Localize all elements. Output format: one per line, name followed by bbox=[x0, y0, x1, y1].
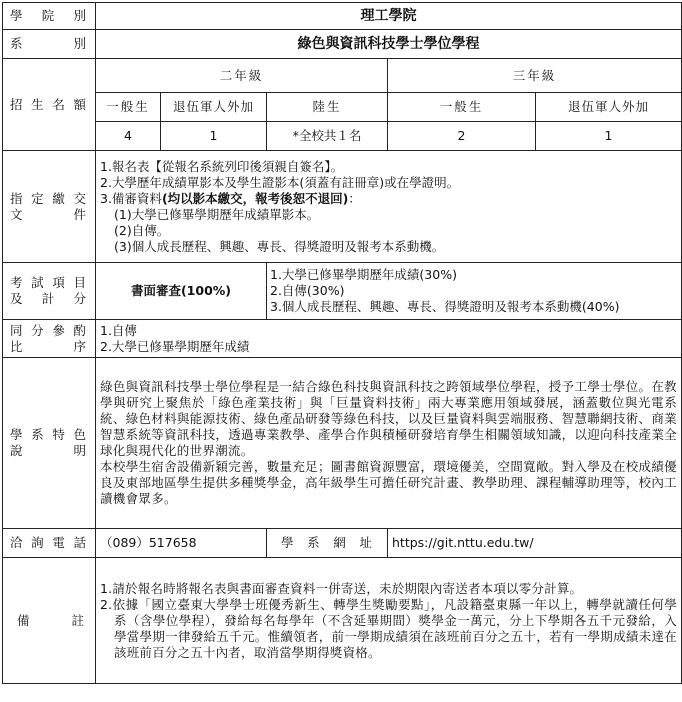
features-row bbox=[3, 358, 682, 529]
exam-items bbox=[267, 263, 682, 320]
department-label: 系別 bbox=[3, 30, 96, 59]
remarks-item: 2.依據「國立臺東大學學士班優秀新生、轉學生獎勵要點」，凡設籍臺東縣一年以上，轉學就讀任何學系（含學位學程），發給每名每學年（不含延畢期間）獎學金一萬元，分上下學期各五千元發給，入學當學期一律發給五千元。惟續領者，前一學期成績須在該班前百分之五十，若有一學期成績未達在該班前百分之五十內者，取消當學期得獎資格。 bbox=[100, 596, 677, 660]
features-paragraph: 綠色與資訊科技學士學位學程是一結合綠色科技與資訊科技之跨領域學位學程，授予工學士學位。在教學與研究上聚焦於「綠色產業技術」與「巨量資料技術」兩大專業應用領域發展，涵蓋數位與光電系統、綠色材料與能源技術、綠色產品研發等綠色科技，以及巨量資料與雲端服務、智慧聯網技術、商業智慧系統等資訊科技，透過專業教學、產學合作與積極研發培育學生相關領域知識，以迎向科技產業全球化與現代化的世界潮流。 bbox=[100, 379, 677, 458]
enrollment-values-row bbox=[3, 122, 682, 151]
features-paragraph: 本校學生宿舍設備新穎完善，數量充足；圖書館資源豐富，環境優美，空間寬敞。對入學及在校成績優良及東部地區學生提供多種獎學金，高年級學生可擔任研究計畫、教學助理、課程輔導助理等，校內工讀機會眾多。 bbox=[100, 459, 677, 506]
remarks-item: 1.請於報名時將報名表與書面審查資料一併寄送，未於期限內寄送者本項以零分計算。 bbox=[100, 580, 583, 596]
contact-row bbox=[3, 529, 682, 558]
grade3-veteran-count: 1 bbox=[536, 122, 682, 151]
grade3-header: 三年級 bbox=[388, 59, 682, 93]
grade3-col-general: 一般生 bbox=[388, 93, 536, 122]
remarks-row bbox=[3, 558, 682, 684]
admission-info-table bbox=[2, 2, 682, 684]
documents-subitem: (1)大學已修畢學期歷年成績單影本。 bbox=[114, 206, 320, 222]
department-value: 綠色與資訊科技學士學位學程 bbox=[96, 30, 682, 59]
tiebreak-row bbox=[3, 320, 682, 358]
exam-item: 1.大學已修畢學期歷年成績(30%) bbox=[270, 267, 457, 282]
documents-item: 3.備審資料(均以影本繳交，報考後恕不退回)： bbox=[100, 190, 361, 206]
exam-item: 2.自傳(30%) bbox=[270, 283, 345, 298]
enrollment-header-row bbox=[3, 59, 682, 93]
documents-item: 2.大學歷年成績單影本及學生證影本(須蓋有註冊章)或在學證明。 bbox=[100, 174, 460, 190]
grade2-col-mainland: 陸生 bbox=[267, 93, 388, 122]
tiebreak-items bbox=[96, 320, 682, 358]
grade2-mainland-count: *全校共１名 bbox=[267, 122, 388, 151]
documents-subitem: (2)自傳。 bbox=[114, 222, 170, 238]
department-row bbox=[3, 30, 682, 59]
college-label: 學院別 bbox=[3, 3, 96, 30]
exam-label: 考試項目 及計分 bbox=[3, 263, 96, 320]
grade2-header: 二年級 bbox=[96, 59, 388, 93]
enrollment-label: 招生名額 bbox=[3, 59, 96, 151]
grade3-col-veteran: 退伍軍人外加 bbox=[536, 93, 682, 122]
documents-subitem: (3)個人成長歷程、興趣、專長、得獎證明及報考本系動機。 bbox=[114, 238, 445, 254]
phone-value: （089）517658 bbox=[96, 529, 267, 558]
exam-method: 書面審查(100%) bbox=[96, 263, 267, 320]
exam-row bbox=[3, 263, 682, 320]
tiebreak-item: 1.自傳 bbox=[100, 322, 137, 338]
documents-label: 指定繳交 文件 bbox=[3, 151, 96, 263]
grade2-col-general: 一般生 bbox=[96, 93, 161, 122]
features-label: 學系特色 說明 bbox=[3, 358, 96, 529]
grade2-col-veteran: 退伍軍人外加 bbox=[161, 93, 267, 122]
features-content bbox=[96, 358, 682, 529]
documents-row bbox=[3, 151, 682, 263]
website-label: 學系網址 bbox=[267, 529, 388, 558]
grade2-veteran-count: 1 bbox=[161, 122, 267, 151]
tiebreak-label: 同分參酌 比序 bbox=[3, 320, 96, 358]
remarks-content bbox=[96, 558, 682, 684]
phone-label: 洽詢電話 bbox=[3, 529, 96, 558]
grade3-general-count: 2 bbox=[388, 122, 536, 151]
documents-item: 1.報名表【從報名系統列印後須親自簽名】。 bbox=[100, 158, 344, 174]
college-row bbox=[3, 3, 682, 30]
college-value: 理工學院 bbox=[96, 3, 682, 30]
tiebreak-item: 2.大學已修畢學期歷年成績 bbox=[100, 338, 250, 354]
documents-content bbox=[96, 151, 682, 263]
remarks-label: 備註 bbox=[3, 558, 96, 684]
website-link[interactable]: https://git.nttu.edu.tw/ bbox=[388, 529, 682, 558]
exam-item: 3.個人成長歷程、興趣、專長、得獎證明及報考本系動機(40%) bbox=[270, 299, 620, 314]
enrollment-cols-row bbox=[3, 93, 682, 122]
grade2-general-count: 4 bbox=[96, 122, 161, 151]
